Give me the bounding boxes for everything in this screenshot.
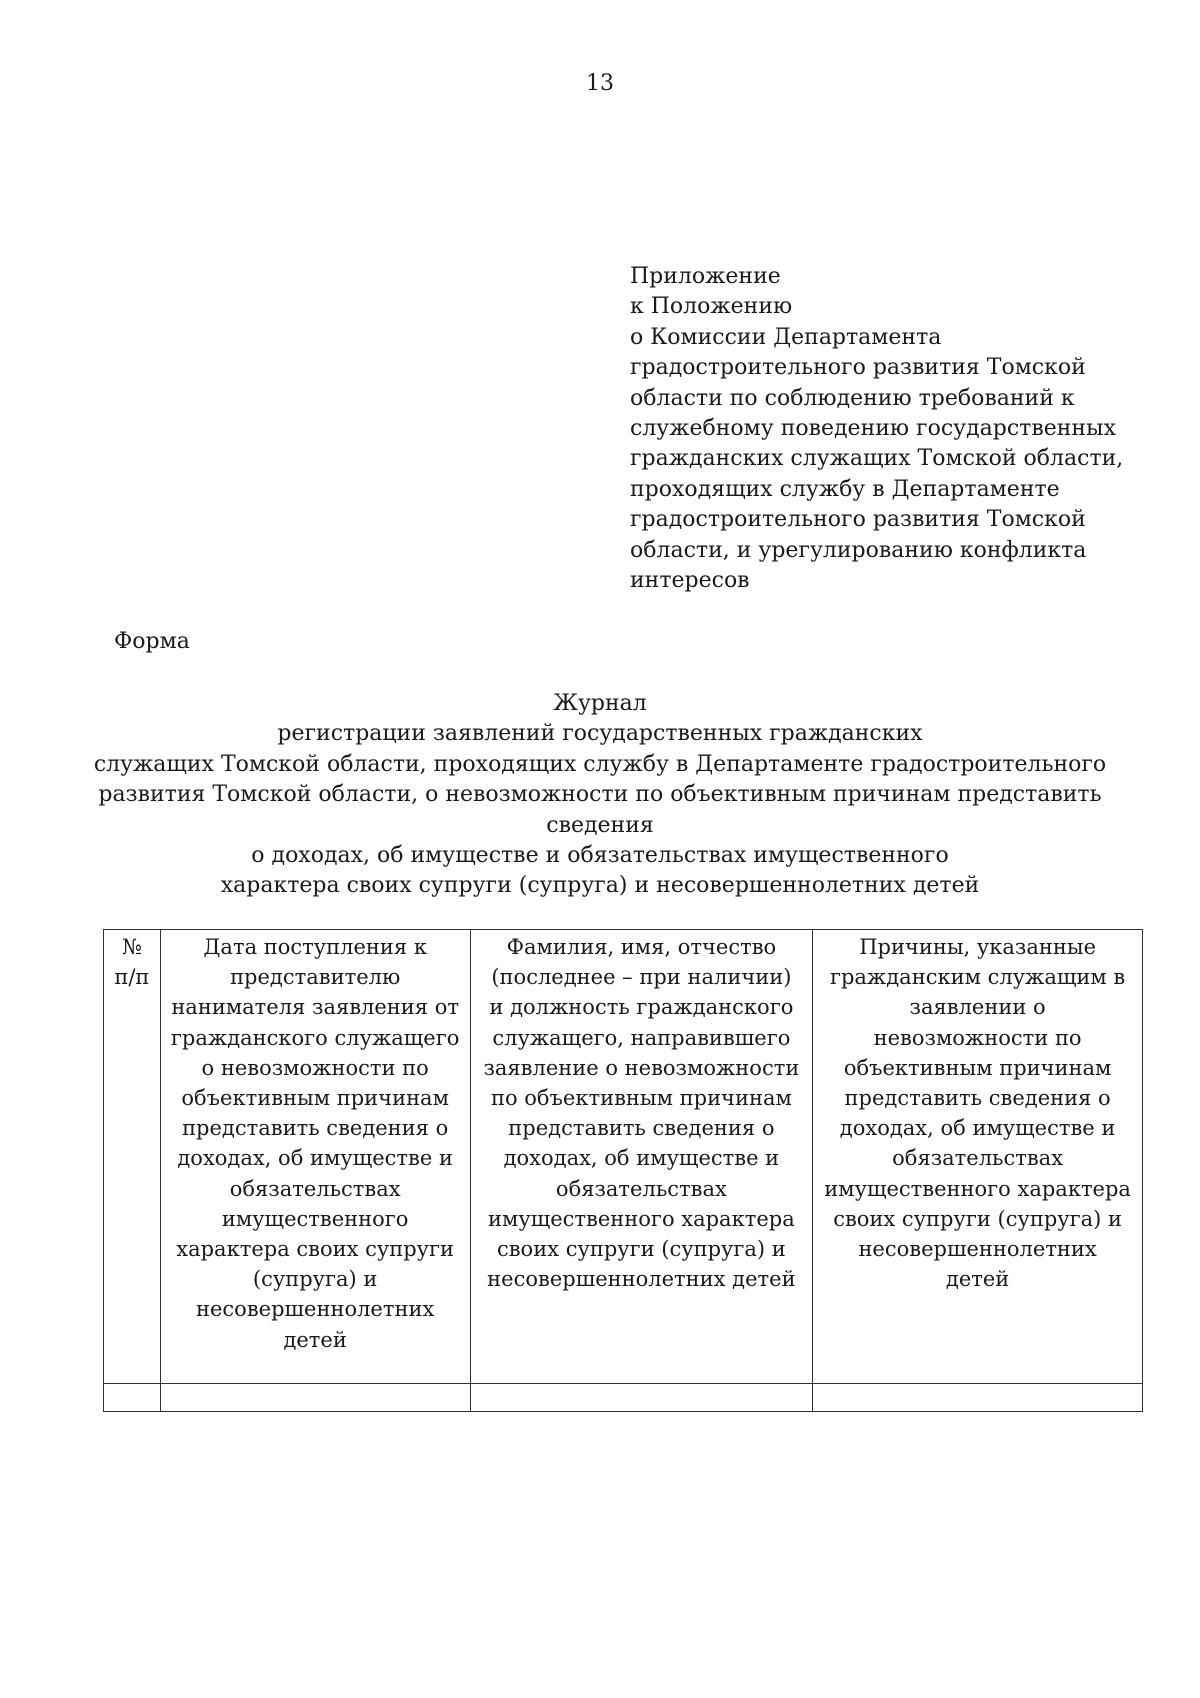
header-line: п/п: [114, 965, 150, 990]
header-line: доходах, об имуществе и: [177, 1146, 453, 1171]
header-line: обязательствах: [229, 1176, 401, 1201]
header-line: доходах, об имуществе и: [503, 1146, 780, 1171]
appendix-line: служебному поведению государственных: [630, 416, 1116, 442]
appendix-line: Приложение: [630, 264, 781, 289]
title-line: развития Томской области, о невозможности по объективным причинам представить: [98, 782, 1102, 808]
header-line: имущественного характера: [824, 1176, 1131, 1201]
header-line: гражданского служащего: [170, 1025, 460, 1050]
header-line: детей: [283, 1327, 347, 1352]
appendix-line: интересов: [630, 568, 750, 594]
form-label: Форма: [114, 629, 190, 654]
header-line: несовершеннолетних детей: [487, 1267, 796, 1292]
header-line: имущественного характера: [488, 1206, 795, 1231]
appendix-line: проходящих службу в Департаменте: [630, 476, 1060, 502]
header-line: (супруга) и: [252, 1267, 378, 1292]
header-line: (последнее – при наличии): [491, 965, 792, 990]
appendix-line: области по соблюдению требований к: [630, 385, 1075, 411]
header-line: о невозможности по: [201, 1055, 429, 1080]
header-cell-date: [160, 930, 470, 1384]
header-line: Фамилия, имя, отчество: [506, 935, 777, 959]
title-line: характера своих супруги (супруга) и несовершеннолетних детей: [220, 873, 980, 899]
title-line: регистрации заявлений государственных гражданских: [277, 721, 923, 747]
header-line: №: [121, 935, 142, 959]
page-number: 13: [586, 71, 614, 96]
header-line: нанимателя заявления от: [171, 995, 459, 1020]
header-line: несовершеннолетних: [195, 1297, 435, 1322]
title-line: служащих Томской области, проходящих службу в Департаменте градостроительного: [93, 751, 1107, 777]
title-line: о доходах, об имуществе и обязательствах имущественного: [251, 843, 949, 869]
table-cell: [470, 1384, 813, 1412]
header-line: имущественного: [221, 1206, 409, 1231]
appendix-line: области, и урегулированию конфликта: [630, 537, 1087, 563]
header-line: объективным причинам: [843, 1055, 1112, 1080]
header-line: своих супруги (супруга) и: [833, 1206, 1123, 1231]
header-line: обязательствах: [555, 1176, 727, 1201]
header-cell-number: [104, 930, 161, 1384]
appendix-line: градостроительного развития Томской: [630, 507, 1086, 533]
header-line: невозможности по: [873, 1025, 1082, 1050]
header-line: заявлении о: [909, 995, 1046, 1020]
table-cell: [813, 1384, 1143, 1412]
header-line: объективным причинам: [181, 1086, 449, 1111]
table-header-row: [104, 930, 1143, 1384]
header-line: детей: [945, 1267, 1010, 1292]
header-cell-name: [470, 930, 813, 1384]
journal-table: [103, 929, 1143, 1412]
header-cell-reasons: [813, 930, 1143, 1384]
header-line: и должность гражданского: [489, 995, 794, 1020]
header-line: своих супруги (супруга) и: [496, 1237, 786, 1262]
table-cell: [160, 1384, 470, 1412]
header-line: заявление о невозможности: [483, 1055, 800, 1080]
title-line: сведения: [546, 812, 654, 838]
header-line: представить сведения о: [508, 1116, 775, 1141]
header-line: гражданским служащим в: [829, 965, 1126, 990]
appendix-line: гражданских служащих Томской области,: [630, 446, 1124, 472]
table-row: [104, 1384, 1143, 1412]
title-line: Журнал: [553, 691, 647, 716]
header-line: Дата поступления к: [203, 935, 427, 959]
appendix-line: о Комиссии Департамента: [630, 324, 942, 350]
header-line: представить сведения о: [182, 1116, 449, 1141]
table-cell: [104, 1384, 161, 1412]
header-line: представить сведения о: [844, 1086, 1111, 1111]
header-line: по объективным причинам: [490, 1086, 792, 1111]
header-line: представителю: [230, 965, 401, 990]
header-line: служащего, направившего: [492, 1025, 791, 1050]
header-line: несовершеннолетних: [858, 1237, 1097, 1262]
appendix-line: градостроительного развития Томской: [630, 355, 1086, 381]
header-line: характера своих супруги: [176, 1237, 455, 1262]
header-line: Причины, указанные: [859, 935, 1097, 959]
appendix-line: к Положению: [630, 294, 793, 320]
header-line: доходах, об имуществе и: [839, 1116, 1116, 1141]
appendix-block: [630, 262, 1150, 596]
header-line: обязательствах: [892, 1146, 1064, 1171]
journal-title: [0, 689, 1200, 902]
